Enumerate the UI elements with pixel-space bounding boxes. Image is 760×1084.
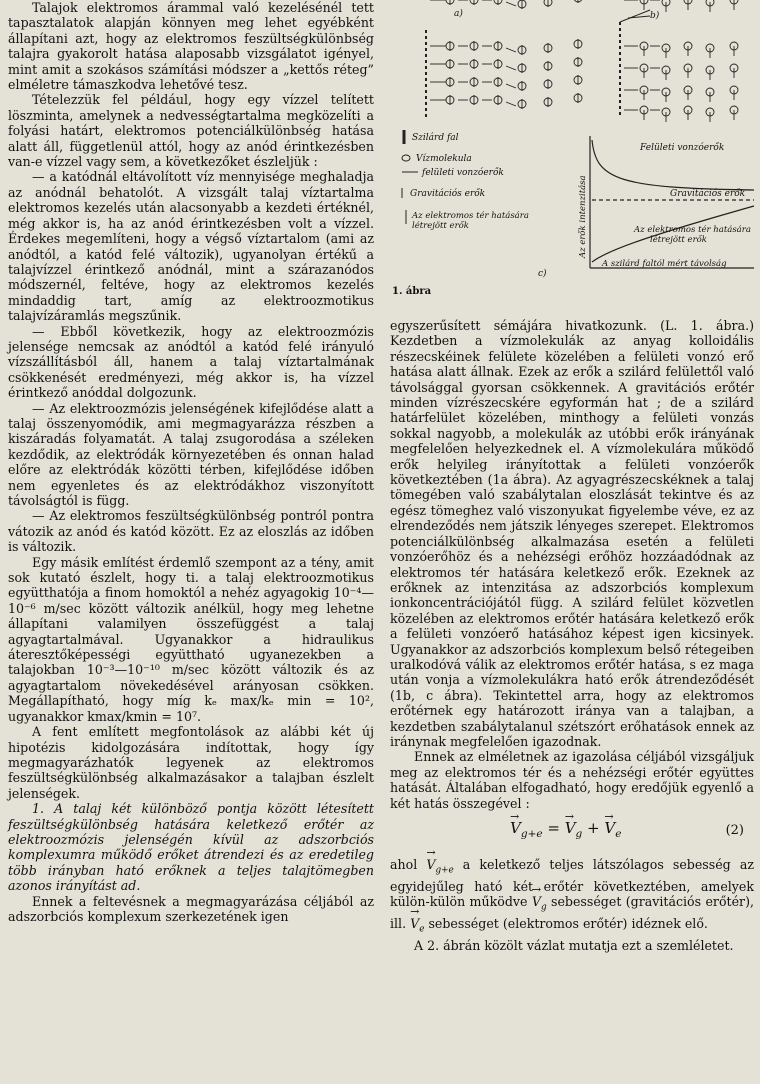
left-column <box>8 0 374 924</box>
paragraph: — a katódnál eltávolított víz mennyisége meghaladja az anódnál behatolót. A vizsgált talaj víztartalma elektromos kezelés után alacsonyabb a kezdeti értéknél, még akkor is, ha az anód érintkezésben volt a vízzel. Érdekes megemlíteni, hogy a végső víztartalom (ami az anódtól, a katód felé változik), ugyanolyan értékű a talajvízzel érintkező anódnál, mint a szárazanódos módszernél, feltéve, hogy az elektromos kezelés mindaddig tart, amíg az elektroozmotikus talajvízáramlás megszűnik. <box>8 169 374 324</box>
paragraph: Ennek a feltevésnek a megmagyarázása céljából az adszorbciós komplexum szerkezetének igen <box>8 893 374 924</box>
label-c: c) <box>538 269 547 279</box>
equation-number: (2) <box>725 823 744 838</box>
ahol-text2: sebességet (gravitációs erőtér), ill. <box>390 894 754 932</box>
legend-solid-wall: Szilárd fal <box>412 133 459 143</box>
molecules-panel-a <box>430 0 582 109</box>
paragraph: Ennek az elméletnek az igazolása céljából vizsgáljuk meg az elektromos tér és a nehézségi erőtér együttes hatását. Általában elfogadható, hogy eredőjük egyenlő a két hatás összegével : <box>390 749 754 811</box>
right-column <box>390 318 754 954</box>
graph-ylabel: Az erők intenzitása <box>578 175 588 258</box>
paragraph: Egy másik említést érdemlő szempont az a tény, amit sok kutató észlelt, hogy ti. a talaj elektroozmotikus együtthatója a finom homoktól a nehéz agyagokig 10⁻⁴—10⁻⁶ m/sec között változik anélkül, hogy meg lehetne állapítani valamilyen összefüggést a talaj agyagtartalmával. Ugyanakkor a hidraulikus áteresztőképességi együttható ugyanezekben a talajokban 10⁻³—10⁻¹⁰ m/sec között változik és az agyagtartalom növekedésével arányosan csökken. Megállapítható, hogy míg kₑ max/kₑ min = 10², ugyanakkor kmax/kmin = 10⁷. <box>8 554 374 724</box>
paragraph: egyszerűsített sémájára hivatkozunk. (L. 1. ábra.) Kezdetben a vízmolekulák az anyag kolloidális részecskéinek felülete közelében a felületi vonzó erő hatása alatt állnak. Ezek az erők a szilárd felülettől való távolsággal gyorsan csökkennek. A gravitációs erőtér minden vízrészecskére egyformán hat ; de a szilárd határfelület közelében, minthogy a felületi vonzás sokkal nagyobb, a molekulák az utóbbi erők irányának megfelelően helyezkednek el. A vízmolekulára működő erők helyileg irányítottak a felületi vonzóerők következtében (1a ábra). Az agyagrészecskéknek a talaj tömegében való szabálytalan eloszlását tekintve és az egész tömeghez való viszonyukat figyelembe véve, ez az elrendeződés nem játszik lényeges szerepet. Elektromos potenciálkülönbség alkalmazása esetén a felületi vonzóerőhöz és a nehézségi erőhöz hozzáadódnak az elektromos tér hatására keletkező erők. Ezeknek az erőknek az intenzitása az adszorbciós komplexum ionkoncentrációjától függ. A szilárd felület közvetlen közelében az elektromos erőtér hatására keletkező erők a felületi vonzóerő hatásához képest igen kicsinyek. Ugyanakkor az adszorbciós komplexum belső rétegeiben uralkodóvá válik az elektromos erőtér hatása, s ez maga után vonja a vízmolekulákra ható erők átrendeződését (1b, c ábra). Tekintettel arra, hogy az elektromos erőtérnek egy határozott iránya van a talajban, a kezdetben szabálytalanul szétszórt erőhatások ennek az iránynak megfelelően igazodnak. <box>390 318 754 749</box>
hypothesis-paragraph: 1. A talaj két különböző pontja között létesített feszültségkülönbség hatására keletkező erőtér az elektroozmózis jelenségén kívül az adszorbciós komplexumra működő erőket átrendezi és az eredetileg több irányban ható erőknek a teljes talajtömegben azonos irányítást ad. <box>8 801 374 894</box>
legend-gravitational: Gravitációs erők <box>410 189 486 199</box>
paragraph: — Az elektroozmózis jelenségének kifejlődése alatt a talaj összenyomódik, ami megmagyarázza részben a kiszáradás folyamatát. A talaj zsugorodása a széleken kezdődik, az elektródák környezetében és onnan halad előre az elektródák közötti térben, kifejlődése időben nem egyenletes és az elektródákhoz viszonyított távolságtól is függ. <box>8 400 374 508</box>
graph-curve1-label: Felületi vonzóerők <box>640 143 725 153</box>
ahol-text3: sebességet (elektromos erőtér) idéznek elő. <box>428 916 708 932</box>
paragraph: — Az elektromos feszültségkülönbség pontról pontra vátozik az anód és katód között. Ez az eloszlás az időben is változik. <box>8 508 374 555</box>
figure-1 <box>388 0 760 312</box>
paragraph: Tételezzük fel például, hogy egy vízzel telített löszminta, amelynek a nedvességtartalma megközelíti a folyási határt, elektromos potenciálkülönbség hatása alatt áll, függetlenül attól, hogy az anód érintkezésben van-e vízzel vagy sem, a következőket észleljük : <box>8 92 374 170</box>
figure-1-drawing <box>388 0 760 312</box>
paragraph: A 2. ábrán közölt vázlat mutatja ezt a szemléletet. <box>414 938 734 954</box>
graph-curve2-label: Gravitációs erők <box>670 189 746 199</box>
graph-curve3-label: Az elektromos tér hatására létrejött erők <box>634 225 751 245</box>
paragraph: Talajok elektromos árammal való kezelésénél tett tapasztalatok alapján könnyen meg lehet egyébként állapítani azt, hogy az elektromos feszültségkülönbség talajra gyakorolt hatása alaposabb vizsgálatot igényel, mint amit a szokásos számítási módszer a „kettős réteg” elméletre támaszkodva lehetővé tesz. <box>8 0 374 93</box>
label-b: b) <box>650 11 660 21</box>
graph-xlabel: A szilárd faltól mért távolság <box>602 259 727 269</box>
ahol-word: ahol <box>390 857 418 872</box>
equation-body: → $V_{g+e}$ = → $V_g$ + → $V_e$ <box>510 821 621 842</box>
ahol-text: a keletkező teljes látszólagos sebesség az egyidejűleg ható két erőtér következtében, amelyek külön-külön működve <box>390 857 754 910</box>
paragraph: A fent említett megfontolások az alábbi két új hipotézis kidolgozására indítottak, hogy így megmagyarázhatók legyenek az elektromos feszültségkülönbség alkalmazásakor a talajban észlelt jelenségek. <box>8 724 374 801</box>
figure-caption: 1. ábra <box>392 286 432 297</box>
molecules-panel-b <box>624 0 738 122</box>
graph-c <box>590 136 754 268</box>
ahol-paragraph: ahol → $V_{g+e}$ a keletkező teljes látszólagos sebesség az egyidejűleg ható két erőtér következtében, amelyek külön-külön működve → $V_g$ sebességet (gravitációs erőtér), ill. → $V_e$ sebességet (elektromos erőtér) idéznek elő. <box>390 857 754 938</box>
legend <box>402 130 418 224</box>
legend-surface-attraction: felületi vonzóerők <box>422 168 504 178</box>
equation-2 <box>390 815 754 851</box>
legend-water-molecule: Vízmolekula <box>416 154 472 164</box>
legend-electric: Az elektromos tér hatására létrejött erők <box>412 211 529 231</box>
label-a: a) <box>454 9 463 19</box>
paragraph: — Ebből következik, hogy az elektroozmózis jelensége nemcsak az anódtól a katód felé irányuló vízszállításból áll, hanem a talaj víztartalmának csökkenését eredményezi, még akkor is, ha vízzel érintkező anóddal dolgozunk. <box>8 323 374 401</box>
